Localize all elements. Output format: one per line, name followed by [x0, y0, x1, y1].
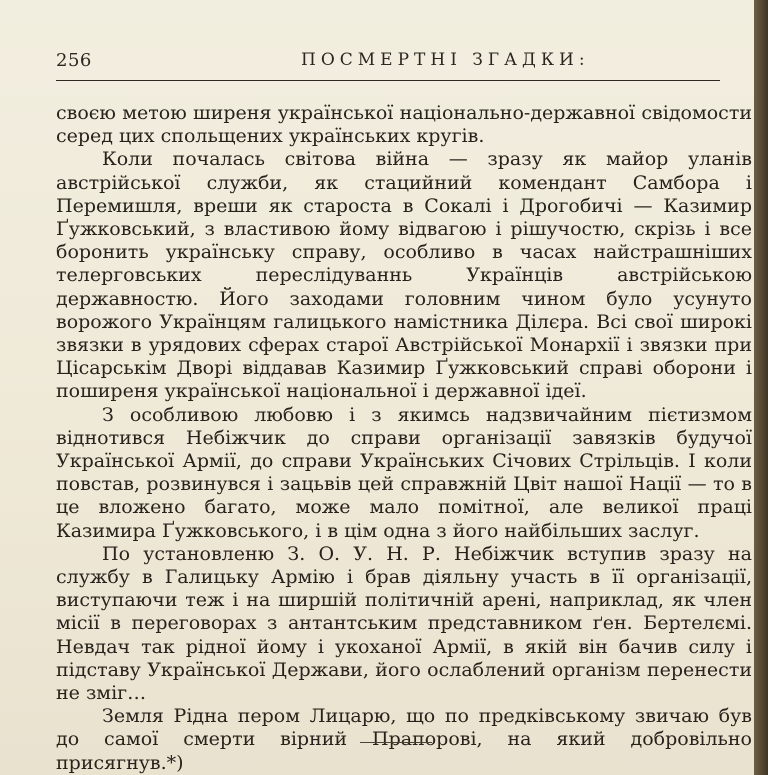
- footnote-rule: [360, 742, 432, 743]
- page-header: [56, 50, 720, 81]
- paragraph-continuation: своєю метою ширеня української національно-державної свідомости серед цих спольщених українських кругів.: [56, 102, 752, 148]
- paragraph-army: З особливою любовю і з якимсь надзвичайним пієтизмом віднотився Небіжчик до справи організації завязків будучої Української Армії, до справи Українських Січових Стрільців. І коли повстав, розвинувся і зацьвів цей справжній Цвіт нашої Нації — то в це вложено багато, може мало помітної, але великої праці Казимира Ґужковського, і в цім одна з його найбільших заслуг.: [56, 403, 752, 542]
- body-text: [56, 102, 752, 775]
- book-binding-edge: [754, 0, 768, 775]
- running-head: ПОСМЕРТНІ ЗГАДКИ:: [301, 50, 590, 70]
- paragraph-war: Коли почалась світова війна — зразу як майор уланів австрійської служби, як стацийний комендант Самбора і Перемишля, вреши як староста в Сокалі і Дрогобичі — Казимир Ґужковський, з властивою йому відвагою і рішучостю, скрізь і все боронить українську справу, особливо в часах найстрашніших телерговських переслідуваннь Українців австрійською державностю. Його заходами головним чином було усунуто ворожого Українцям галицького намістника Ділєра. Всі свої широкі звязки в урядових сферах старої Австрійської Монархії і звязки при Цісарськім Дворі віддавав Казимир Ґужковський справі оборони і поширеня української національної і державної ідеї.: [56, 148, 752, 403]
- paragraph-closing: Земля Рідна пером Лицарю, що по предківському звичаю був до самої смерти вірний Прапорові, на який добровільно присягнув.*): [56, 705, 752, 774]
- page-number: 256: [56, 50, 92, 71]
- paragraph-zounr: По установленю З. О. У. Н. Р. Небіжчик вступив зразу на службу в Галицьку Армію і брав діяльну участь в її організації, виступаючи теж і на ширшій політичній арені, наприклад, як член місії в переговорах з антантським представником ґен. Бертелємі. Невдач так рідної йому і укоханої Армії, в якій він бачив силу і підставу Української Держави, його ослаблений організм перенести не зміг…: [56, 542, 752, 705]
